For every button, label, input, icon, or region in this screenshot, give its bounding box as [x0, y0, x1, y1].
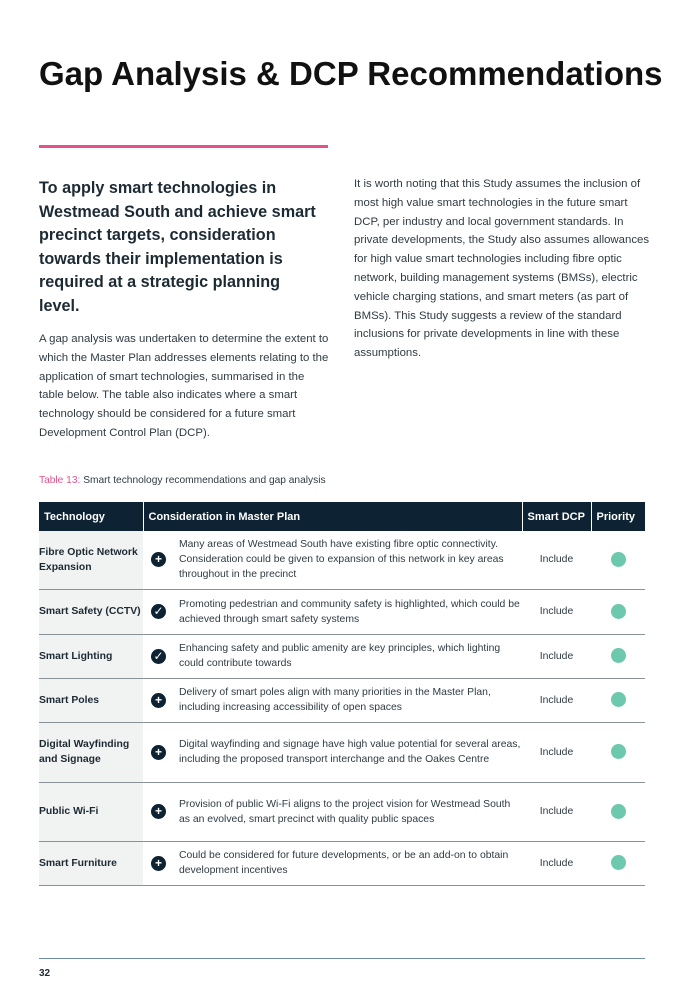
gap-analysis-table — [39, 502, 645, 886]
smart-dcp-cell: Include — [522, 589, 591, 634]
consideration-text: Delivery of smart poles align with many priorities in the Master Plan, including increasing accessibility of open spaces — [179, 687, 491, 713]
page-number: 32 — [39, 968, 51, 979]
consideration-text: Digital wayfinding and signage have high value potential for several areas, including the proposed transport interchange and the Oakes Centre — [179, 739, 521, 765]
plus-icon: + — [151, 552, 166, 567]
check-icon: ✓ — [151, 649, 166, 664]
table-row — [39, 589, 645, 634]
priority-cell — [591, 589, 645, 634]
table-row — [39, 841, 645, 885]
priority-dot-icon — [611, 604, 626, 619]
priority-cell — [591, 634, 645, 678]
footer-rule — [39, 958, 645, 959]
consideration-text: Could be considered for future developments, or be an add-on to obtain development incentives — [179, 850, 509, 876]
table-row — [39, 634, 645, 678]
intro-paragraph-left: A gap analysis was undertaken to determine the extent to which the Master Plan addresses elements relating to the application of smart technologies, summarised in the table below. The table also indicates where a smart technology should be considered for a future smart Development Control Plan (DCP). — [39, 333, 329, 439]
consideration-cell — [143, 531, 522, 589]
technology-cell: Smart Lighting — [39, 634, 143, 678]
title-underline — [39, 145, 328, 148]
consideration-cell — [143, 634, 522, 678]
consideration-cell — [143, 782, 522, 841]
table-row — [39, 722, 645, 782]
priority-dot-icon — [611, 804, 626, 819]
header-smart-dcp: Smart DCP — [522, 502, 591, 531]
priority-cell — [591, 782, 645, 841]
plus-icon: + — [151, 804, 166, 819]
smart-dcp-cell: Include — [522, 841, 591, 885]
table-row — [39, 678, 645, 722]
consideration-cell — [143, 589, 522, 634]
consideration-cell — [143, 678, 522, 722]
table-caption — [39, 475, 326, 486]
consideration-cell — [143, 722, 522, 782]
smart-dcp-cell: Include — [522, 531, 591, 589]
consideration-text: Many areas of Westmead South have existing fibre optic connectivity. Consideration could be given to expansion of this network in key areas throughout in the precinct — [179, 539, 504, 581]
plus-icon: + — [151, 856, 166, 871]
priority-dot-icon — [611, 648, 626, 663]
technology-cell: Smart Poles — [39, 678, 143, 722]
page-title: Gap Analysis & DCP Recommendations — [39, 55, 663, 92]
plus-icon: + — [151, 693, 166, 708]
smart-dcp-cell: Include — [522, 678, 591, 722]
technology-cell: Smart Safety (CCTV) — [39, 589, 143, 634]
technology-cell: Smart Furniture — [39, 841, 143, 885]
smart-dcp-cell: Include — [522, 634, 591, 678]
plus-icon: + — [151, 745, 166, 760]
priority-cell — [591, 722, 645, 782]
smart-dcp-cell: Include — [522, 782, 591, 841]
table-header-row — [39, 502, 645, 531]
technology-cell: Public Wi-Fi — [39, 782, 143, 841]
priority-dot-icon — [611, 552, 626, 567]
header-priority: Priority — [591, 502, 645, 531]
priority-dot-icon — [611, 692, 626, 707]
table-caption-text: Smart technology recommendations and gap analysis — [83, 475, 326, 486]
smart-dcp-cell: Include — [522, 722, 591, 782]
priority-dot-icon — [611, 855, 626, 870]
consideration-text: Provision of public Wi-Fi aligns to the project vision for Westmead South as an evolved, smart precinct with quality public spaces — [179, 798, 511, 825]
table-caption-label: Table 13: — [39, 475, 81, 486]
technology-cell: Fibre Optic Network Expansion — [39, 531, 143, 589]
consideration-text: Promoting pedestrian and community safety is highlighted, which could be achieved through smart safety systems — [179, 598, 520, 625]
technology-cell: Digital Wayfinding and Signage — [39, 722, 143, 782]
lead-paragraph: To apply smart technologies in Westmead South and achieve smart precinct targets, consideration towards their implementation is required at a strategic planning level. — [39, 179, 316, 315]
header-technology: Technology — [39, 502, 143, 531]
table-row — [39, 782, 645, 841]
priority-dot-icon — [611, 744, 626, 759]
header-consideration: Consideration in Master Plan — [143, 502, 522, 531]
consideration-text: Enhancing safety and public amenity are key principles, which lighting could contribute towards — [179, 643, 501, 669]
table-row — [39, 531, 645, 589]
priority-cell — [591, 841, 645, 885]
priority-cell — [591, 678, 645, 722]
consideration-cell — [143, 841, 522, 885]
check-icon: ✓ — [151, 604, 166, 619]
priority-cell — [591, 531, 645, 589]
intro-paragraph-right: It is worth noting that this Study assumes the inclusion of most high value smart technologies in the future smart DCP, per industry and local government standards. In private developments, the Study also assumes allowances for high value smart technologies including fibre optic network, building management systems (BMSs), electric vehicle charging stations, and smart meters (as part of BMSs). This Study suggests a review of the standard inclusions for private developments in line with these assumptions. — [354, 178, 650, 360]
